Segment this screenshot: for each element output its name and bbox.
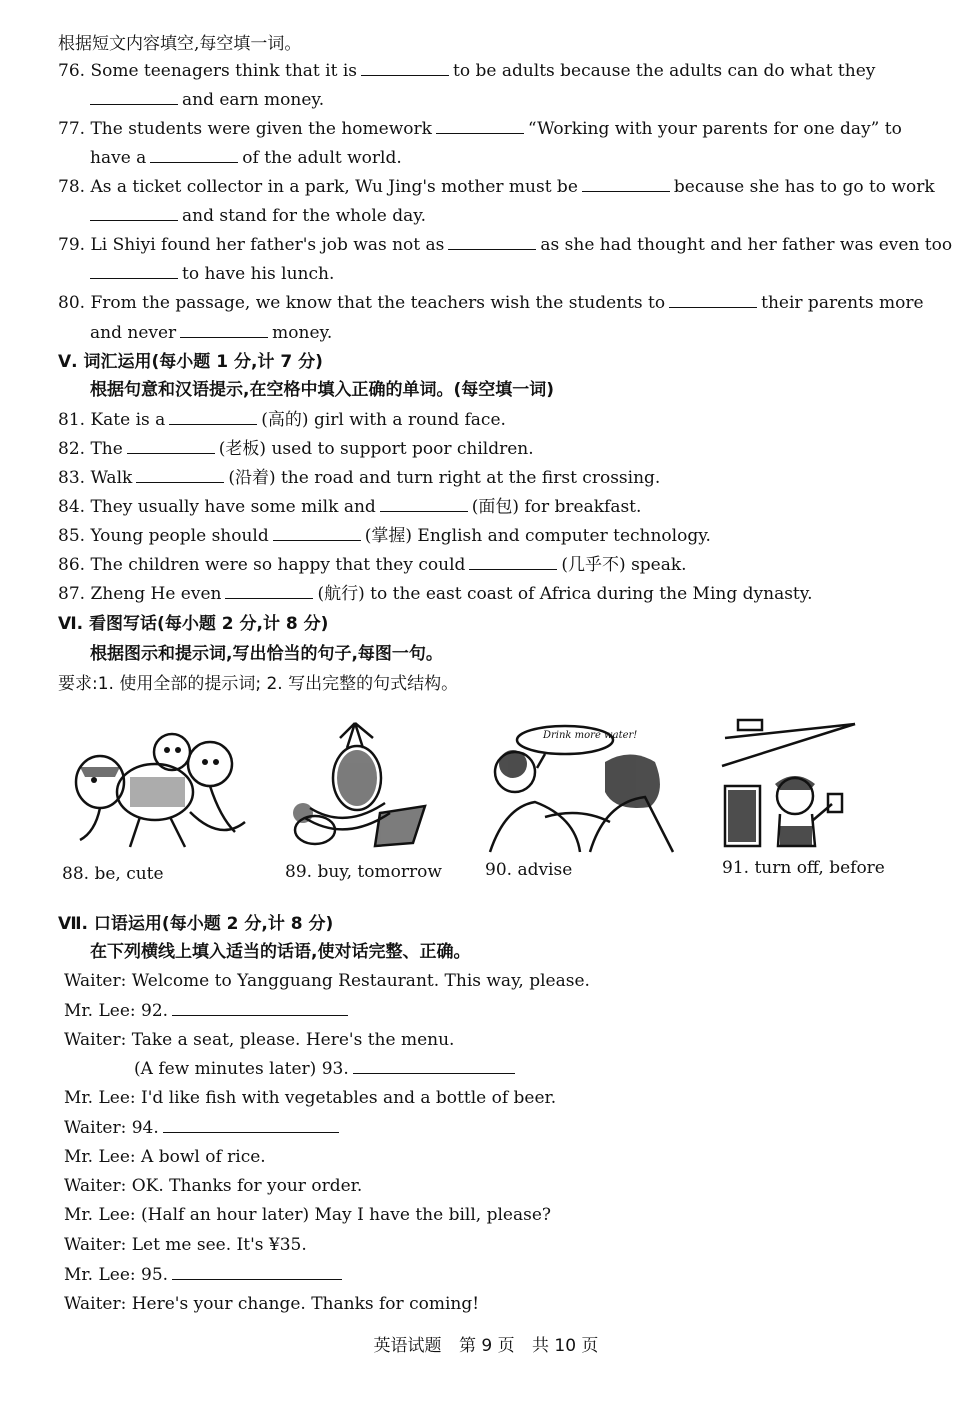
q83-text-a: 83. Walk <box>58 468 133 488</box>
question-86 <box>58 553 687 577</box>
blank[interactable] <box>180 321 268 338</box>
blank[interactable] <box>669 291 757 308</box>
q80-text-d: money. <box>272 323 333 343</box>
dialog-line-94 <box>64 1116 343 1140</box>
blank[interactable] <box>150 146 238 163</box>
section-vii-heading: Ⅶ. 口语运用(每小题 2 分,计 8 分) <box>58 914 334 934</box>
q80-text-a: 80. From the passage, we know that the teachers wish the students to <box>58 293 666 313</box>
dialog-line-93 <box>134 1057 519 1081</box>
section-vi-heading: Ⅵ. 看图写话(每小题 2 分,计 8 分) <box>58 614 329 634</box>
dialog-text: Mr. Lee: 95. <box>64 1265 169 1285</box>
caption-89: 89. buy, tomorrow <box>285 862 442 882</box>
q80-text-b: their parents more <box>761 293 924 313</box>
answer-blank-94[interactable] <box>163 1116 339 1133</box>
q87-text-a: 87. Zheng He even <box>58 584 222 604</box>
dialog-text: Waiter: 94. <box>64 1118 159 1138</box>
footer-total-pages: 共 10 页 <box>531 1336 599 1356</box>
question-76-line1 <box>58 59 875 83</box>
answer-blank-92[interactable] <box>172 999 348 1016</box>
q78-text-a: 78. As a ticket collector in a park, Wu Jing's mother must be <box>58 177 578 197</box>
fill-instruction: 根据短文内容填空,每空填一词。 <box>58 34 302 54</box>
question-78-line2 <box>90 204 426 228</box>
speech-bubble-text: Drink more water! <box>543 730 638 741</box>
question-77-line1 <box>58 117 902 141</box>
fruit-picture <box>285 718 435 853</box>
q81-text-a: 81. Kate is a <box>58 410 166 430</box>
dialog-line-92 <box>64 999 352 1023</box>
question-79-line1 <box>58 233 952 257</box>
blank[interactable] <box>380 495 468 512</box>
q78-text-b: because she has to go to work <box>673 177 935 197</box>
q85-text-a: 85. Young people should <box>58 526 269 546</box>
page-footer <box>0 1331 972 1356</box>
section-v-instruction: 根据句意和汉语提示,在空格中填入正确的单词。(每空填一词) <box>90 380 554 400</box>
dialog-text: Mr. Lee: 92. <box>64 1001 169 1021</box>
q77-text-b: “Working with your parents for one day” to <box>527 119 902 139</box>
q77-text-a: 77. The students were given the homework <box>58 119 432 139</box>
dialog-line: Waiter: Take a seat, please. Here's the menu. <box>64 1030 455 1050</box>
q78-text-c: and stand for the whole day. <box>182 206 427 226</box>
question-87 <box>58 582 813 606</box>
section-vii-instruction: 在下列横线上填入适当的话语,使对话完整、正确。 <box>90 942 471 962</box>
question-76-line2 <box>90 88 324 112</box>
blank[interactable] <box>436 117 524 134</box>
dialog-line: Waiter: Welcome to Yangguang Restaurant. This way, please. <box>64 971 590 991</box>
q82-text-b: (老板) used to support poor children. <box>218 439 534 459</box>
q76-text-b: to be adults because the adults can do what they <box>453 61 876 81</box>
monkeys-picture <box>60 722 250 852</box>
blank[interactable] <box>90 262 178 279</box>
blank[interactable] <box>469 553 557 570</box>
q76-text-a: 76. Some teenagers think that it is <box>58 61 357 81</box>
caption-90: 90. advise <box>485 860 573 880</box>
blank[interactable] <box>273 524 361 541</box>
question-84 <box>58 495 641 519</box>
dialog-text: (A few minutes later) 93. <box>134 1059 349 1079</box>
question-82 <box>58 437 534 461</box>
q79-text-a: 79. Li Shiyi found her father's job was not as <box>58 235 445 255</box>
q86-text-a: 86. The children were so happy that they could <box>58 555 466 575</box>
blank[interactable] <box>582 175 670 192</box>
dialog-line-95 <box>64 1263 346 1287</box>
question-80-line1 <box>58 291 924 315</box>
doctor-advice-picture <box>485 722 675 854</box>
dialog-line: Mr. Lee: (Half an hour later) May I have the bill, please? <box>64 1205 551 1225</box>
question-85 <box>58 524 711 548</box>
dialog-line: Waiter: OK. Thanks for your order. <box>64 1176 363 1196</box>
footer-subject: 英语试题 <box>373 1336 442 1356</box>
blank[interactable] <box>90 88 178 105</box>
question-83 <box>58 466 660 490</box>
q76-text-c: and earn money. <box>182 90 325 110</box>
q77-text-c: have a <box>90 148 147 168</box>
q81-text-b: (高的) girl with a round face. <box>261 410 506 430</box>
footer-page-number: 第 9 页 <box>458 1336 515 1356</box>
caption-88: 88. be, cute <box>62 864 164 884</box>
q80-text-c: and never <box>90 323 177 343</box>
question-78-line1 <box>58 175 935 199</box>
q85-text-b: (掌握) English and computer technology. <box>364 526 711 546</box>
blank[interactable] <box>448 233 536 250</box>
q84-text-b: (面包) for breakfast. <box>471 497 642 517</box>
q79-text-c: to have his lunch. <box>182 264 335 284</box>
dialog-line: Mr. Lee: I'd like fish with vegetables and a bottle of beer. <box>64 1088 557 1108</box>
blank[interactable] <box>361 59 449 76</box>
blank[interactable] <box>169 408 257 425</box>
section-vi-instruction: 根据图示和提示词,写出恰当的句子,每图一句。 <box>90 644 443 664</box>
q84-text-a: 84. They usually have some milk and <box>58 497 376 517</box>
blank[interactable] <box>90 204 178 221</box>
blank[interactable] <box>225 582 313 599</box>
dialog-line: Waiter: Here's your change. Thanks for coming! <box>64 1294 480 1314</box>
question-79-line2 <box>90 262 334 286</box>
q86-text-b: (几乎不) speak. <box>561 555 687 575</box>
q79-text-b: as she had thought and her father was even too <box>540 235 953 255</box>
section-v-heading: Ⅴ. 词汇运用(每小题 1 分,计 7 分) <box>58 352 323 372</box>
q82-text-a: 82. The <box>58 439 123 459</box>
q87-text-b: (航行) to the east coast of Africa during the Ming dynasty. <box>317 584 813 604</box>
answer-blank-95[interactable] <box>172 1263 342 1280</box>
answer-blank-93[interactable] <box>353 1057 515 1074</box>
q77-text-d: of the adult world. <box>242 148 402 168</box>
q83-text-b: (沿着) the road and turn right at the first crossing. <box>228 468 661 488</box>
dialog-line: Mr. Lee: A bowl of rice. <box>64 1147 266 1167</box>
question-77-line2 <box>90 146 402 170</box>
caption-91: 91. turn off, before <box>722 858 885 878</box>
turn-off-light-picture <box>720 716 860 854</box>
blank[interactable] <box>136 466 224 483</box>
blank[interactable] <box>127 437 215 454</box>
section-vi-requirements: 要求:1. 使用全部的提示词; 2. 写出完整的句式结构。 <box>58 674 459 694</box>
dialog-line: Waiter: Let me see. It's ¥35. <box>64 1235 307 1255</box>
question-80-line2 <box>90 321 332 345</box>
question-81 <box>58 408 506 432</box>
